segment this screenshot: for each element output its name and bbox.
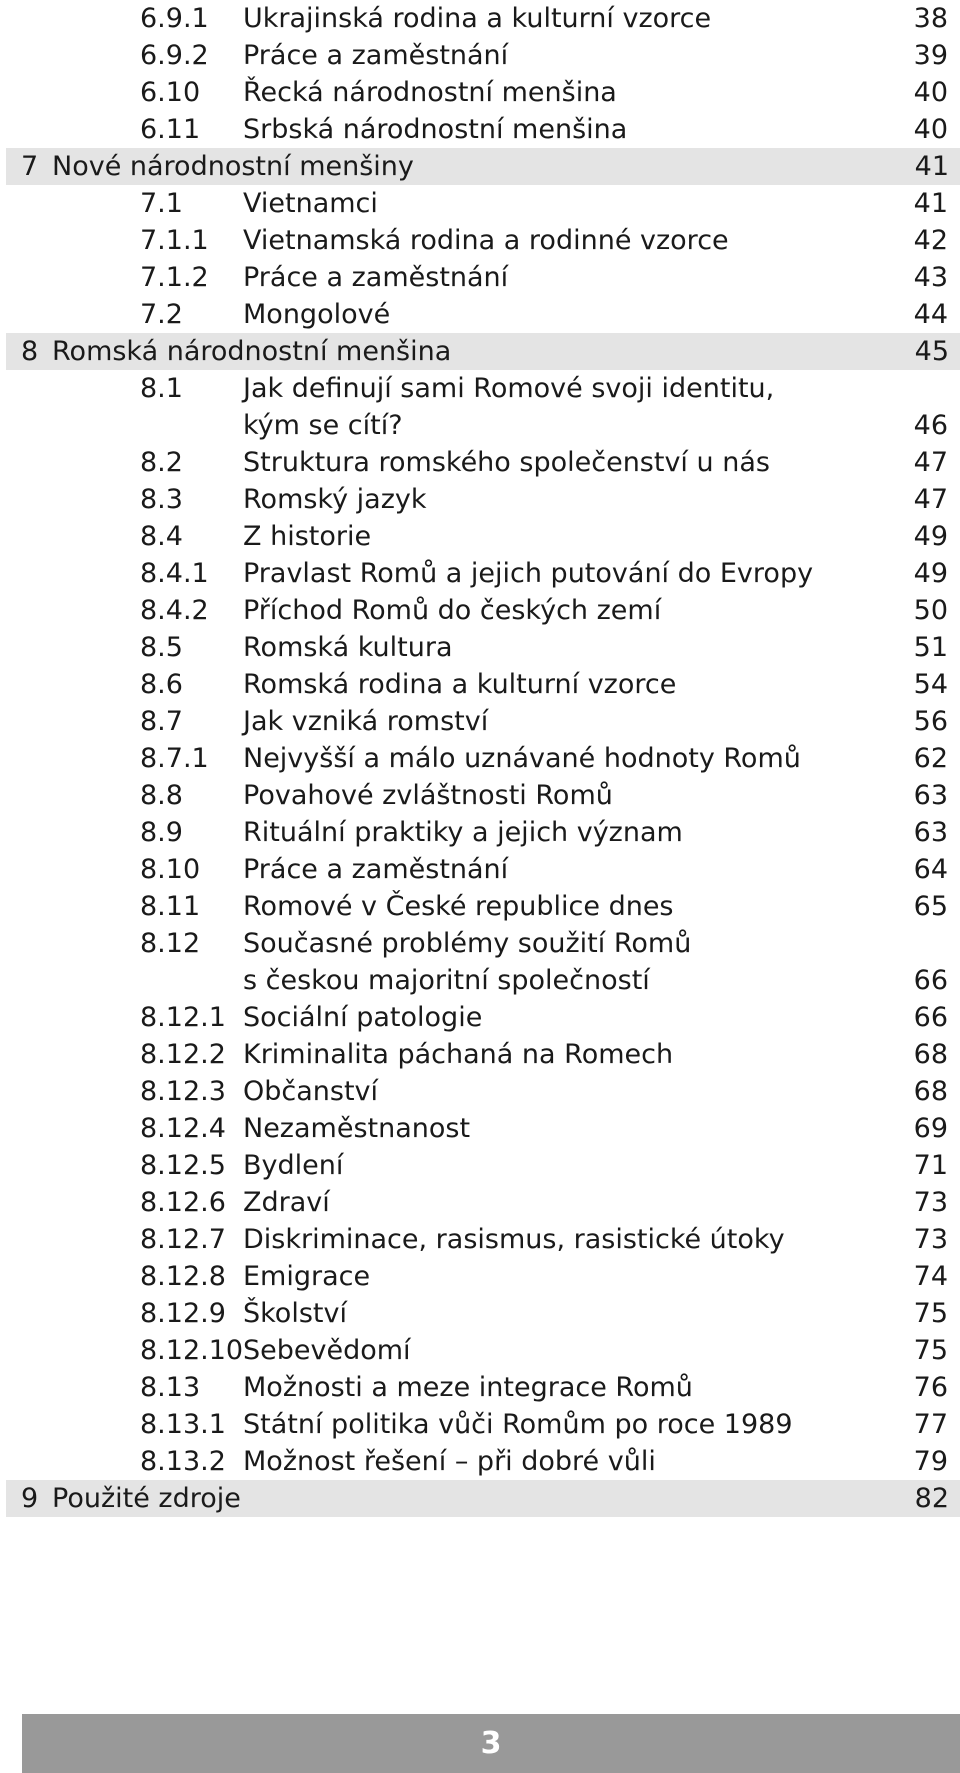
toc-chapter-title: Použité zdroje <box>52 1483 241 1514</box>
toc-entry[interactable] <box>0 1258 960 1295</box>
toc-entry-page: 66 <box>913 1002 948 1033</box>
toc-entry-number: 8.4.1 <box>140 558 209 589</box>
page-number: 3 <box>480 1726 502 1761</box>
toc-entry-page: 47 <box>913 484 948 515</box>
toc-entry-number: 8.9 <box>140 817 183 848</box>
toc-entry-number: 8.7.1 <box>140 743 209 774</box>
toc-entry[interactable] <box>0 814 960 851</box>
toc-entry-number: 8.13 <box>140 1372 201 1403</box>
toc-entry[interactable] <box>0 111 960 148</box>
toc-entry-title: Školství <box>243 1298 347 1329</box>
toc-entry-number: 6.9.1 <box>140 3 209 34</box>
toc-chapter[interactable] <box>6 148 960 185</box>
toc-entry-number: 8.1 <box>140 373 183 404</box>
toc-entry-page: 47 <box>913 447 948 478</box>
toc-entry[interactable] <box>0 481 960 518</box>
toc-entry-number: 8.12.1 <box>140 1002 226 1033</box>
toc-entry-page: 51 <box>913 632 948 663</box>
toc-entry-page: 79 <box>913 1446 948 1477</box>
toc-entry-title: Struktura romského společenství u nás <box>243 447 770 478</box>
toc-entry[interactable] <box>0 888 960 925</box>
toc-entry-number: 8.12.9 <box>140 1298 226 1329</box>
page-footer <box>22 1714 960 1773</box>
toc-entry-page: 68 <box>913 1076 948 1107</box>
toc-entry-page: 42 <box>913 225 948 256</box>
toc-entry-title: Jak vzniká romství <box>243 706 489 737</box>
toc-chapter-page: 45 <box>914 336 949 367</box>
toc-entry[interactable] <box>0 0 960 37</box>
toc-entry-number: 8.8 <box>140 780 183 811</box>
toc-entry-number: 8.12.7 <box>140 1224 226 1255</box>
toc-entry[interactable] <box>0 1295 960 1332</box>
toc-entry-title: Vietnamská rodina a rodinné vzorce <box>243 225 729 256</box>
toc-entry-title: Romská kultura <box>243 632 453 663</box>
toc-entry-title: Romská rodina a kulturní vzorce <box>243 669 677 700</box>
toc-entry[interactable] <box>0 777 960 814</box>
toc-entry-number: 8.2 <box>140 447 183 478</box>
toc-entry-page: 44 <box>913 299 948 330</box>
toc-entry-title <box>243 925 833 999</box>
toc-entry[interactable] <box>0 1073 960 1110</box>
toc-entry-title: Vietnamci <box>243 188 378 219</box>
toc-entry-title: Možnosti a meze integrace Romů <box>243 1372 693 1403</box>
toc-entry-title: Příchod Romů do českých zemí <box>243 595 662 626</box>
toc-entry[interactable] <box>0 925 960 999</box>
toc-entry-title: Rituální praktiky a jejich význam <box>243 817 683 848</box>
toc-entry-page: 66 <box>913 965 948 996</box>
toc-entry-page: 75 <box>913 1335 948 1366</box>
toc-entry-number: 7.1.1 <box>140 225 209 256</box>
toc-entry-page: 63 <box>913 817 948 848</box>
toc-entry-title: Mongolové <box>243 299 391 330</box>
toc-entry-title: Srbská národnostní menšina <box>243 114 628 145</box>
toc-entry-number: 8.3 <box>140 484 183 515</box>
toc-entry-number: 8.12.10 <box>140 1335 244 1366</box>
toc-entry[interactable] <box>0 592 960 629</box>
toc-entry-number: 8.10 <box>140 854 201 885</box>
toc-entry-title: Sociální patologie <box>243 1002 483 1033</box>
toc-entry-page: 68 <box>913 1039 948 1070</box>
toc-entry-page: 49 <box>913 521 948 552</box>
toc-entry-number: 7.1 <box>140 188 183 219</box>
toc-entry-page: 77 <box>913 1409 948 1440</box>
toc-entry[interactable] <box>0 37 960 74</box>
toc-entry[interactable] <box>0 222 960 259</box>
toc-entry-number: 6.9.2 <box>140 40 209 71</box>
toc-entry[interactable] <box>0 1221 960 1258</box>
toc-chapter-number: 9 <box>21 1483 39 1514</box>
toc-entry-number: 8.12.8 <box>140 1261 226 1292</box>
toc-entry-page: 75 <box>913 1298 948 1329</box>
toc-entry-number: 6.10 <box>140 77 201 108</box>
toc-entry-number: 8.11 <box>140 891 201 922</box>
toc-entry-number: 7.1.2 <box>140 262 209 293</box>
toc-entry-page: 69 <box>913 1113 948 1144</box>
toc-entry[interactable] <box>0 1184 960 1221</box>
toc-entry[interactable] <box>0 1110 960 1147</box>
toc-entry-title: Diskriminace, rasismus, rasistické útoky <box>243 1224 785 1255</box>
toc-entry-page: 50 <box>913 595 948 626</box>
toc-entry-page: 40 <box>913 77 948 108</box>
toc-entry-title: Státní politika vůči Romům po roce 1989 <box>243 1409 793 1440</box>
toc-entry-title: Možnost řešení – při dobré vůli <box>243 1446 656 1477</box>
toc-entry[interactable] <box>0 74 960 111</box>
toc-entry[interactable] <box>0 296 960 333</box>
toc-entry[interactable] <box>0 1147 960 1184</box>
toc-entry-number: 6.11 <box>140 114 201 145</box>
toc-entry-title: Nejvyšší a málo uznávané hodnoty Romů <box>243 743 801 774</box>
toc-entry-page: 56 <box>913 706 948 737</box>
toc-entry-page: 63 <box>913 780 948 811</box>
toc-entry-page: 65 <box>913 891 948 922</box>
toc-entry-title: Práce a zaměstnání <box>243 40 509 71</box>
toc-entry-page: 54 <box>913 669 948 700</box>
toc-entry-page: 40 <box>913 114 948 145</box>
toc-entry[interactable] <box>0 1369 960 1406</box>
toc-entry[interactable] <box>0 555 960 592</box>
toc-entry-title-line-2: kým se cítí? <box>243 410 403 441</box>
toc-entry-number: 8.4.2 <box>140 595 209 626</box>
toc-entry-number: 8.12.2 <box>140 1039 226 1070</box>
toc-entry-title: Romové v České republice dnes <box>243 891 674 922</box>
toc-entry-title: Zdraví <box>243 1187 330 1218</box>
toc-entry-title: Sebevědomí <box>243 1335 411 1366</box>
toc-entry-title: Práce a zaměstnání <box>243 854 509 885</box>
toc-entry-page: 74 <box>913 1261 948 1292</box>
toc-chapter[interactable] <box>6 1480 960 1517</box>
toc-entry-page: 39 <box>913 40 948 71</box>
toc-entry-title: Pravlast Romů a jejich putování do Evropy <box>243 558 814 589</box>
toc-entry-title: Nezaměstnanost <box>243 1113 471 1144</box>
toc-entry-title <box>243 370 833 444</box>
toc-entry-title: Z historie <box>243 521 372 552</box>
toc-entry-number: 8.5 <box>140 632 183 663</box>
toc-entry-page: 73 <box>913 1224 948 1255</box>
toc-entry[interactable] <box>0 185 960 222</box>
toc-entry[interactable] <box>0 999 960 1036</box>
toc-entry-title: Povahové zvláštnosti Romů <box>243 780 613 811</box>
toc-chapter[interactable] <box>6 333 960 370</box>
toc-entry-title-line-1: Jak definují sami Romové svoji identitu, <box>243 373 775 404</box>
toc-entry-title: Emigrace <box>243 1261 371 1292</box>
toc-entry[interactable] <box>0 1332 960 1369</box>
toc-entry-page: 76 <box>913 1372 948 1403</box>
toc-entry-title: Práce a zaměstnání <box>243 262 509 293</box>
toc-entry-title: Romský jazyk <box>243 484 427 515</box>
toc-entry[interactable] <box>0 518 960 555</box>
toc-entry-number: 8.6 <box>140 669 183 700</box>
toc-entry-title: Kriminalita páchaná na Romech <box>243 1039 674 1070</box>
toc-chapter-number: 8 <box>21 336 39 367</box>
toc-entry-number: 8.12.3 <box>140 1076 226 1107</box>
toc-chapter-page: 82 <box>914 1483 949 1514</box>
toc-entry-number: 8.12.6 <box>140 1187 226 1218</box>
toc-entry-number: 8.13.1 <box>140 1409 226 1440</box>
toc-chapter-title: Romská národnostní menšina <box>52 336 452 367</box>
toc-entry[interactable] <box>0 703 960 740</box>
toc-entry[interactable] <box>0 444 960 481</box>
toc-entry-number: 7.2 <box>140 299 183 330</box>
toc-entry-page: 73 <box>913 1187 948 1218</box>
toc-entry-title: Ukrajinská rodina a kulturní vzorce <box>243 3 712 34</box>
toc-entry-page: 38 <box>913 3 948 34</box>
toc-entry[interactable] <box>0 629 960 666</box>
toc-entry-number: 8.12 <box>140 928 201 959</box>
toc-entry-title-line-2: s českou majoritní společností <box>243 965 650 996</box>
toc-entry-number: 8.12.4 <box>140 1113 226 1144</box>
toc-entry-page: 43 <box>913 262 948 293</box>
toc-entry-title: Bydlení <box>243 1150 344 1181</box>
toc-entry-number: 8.13.2 <box>140 1446 226 1477</box>
toc-chapter-title: Nové národnostní menšiny <box>52 151 414 182</box>
toc-entry-page: 62 <box>913 743 948 774</box>
toc-entry-number: 8.12.5 <box>140 1150 226 1181</box>
toc-chapter-page: 41 <box>914 151 949 182</box>
toc-chapter-number: 7 <box>21 151 39 182</box>
toc-entry-title: Řecká národnostní menšina <box>243 77 617 108</box>
toc-entry[interactable] <box>0 259 960 296</box>
toc-entry[interactable] <box>0 370 960 444</box>
toc-entry[interactable] <box>0 666 960 703</box>
toc-entry-number: 8.4 <box>140 521 183 552</box>
toc-entry-title-line-1: Současné problémy soužití Romů <box>243 928 692 959</box>
toc-entry[interactable] <box>0 1406 960 1443</box>
toc-entry[interactable] <box>0 851 960 888</box>
toc-entry-page: 71 <box>913 1150 948 1181</box>
toc-entry-page: 41 <box>913 188 948 219</box>
toc-entry[interactable] <box>0 1036 960 1073</box>
toc-entry-page: 46 <box>913 410 948 441</box>
toc-entry-number: 8.7 <box>140 706 183 737</box>
toc-entry-title: Občanství <box>243 1076 379 1107</box>
toc-entry-page: 64 <box>913 854 948 885</box>
toc-entry[interactable] <box>0 1443 960 1480</box>
toc-entry[interactable] <box>0 740 960 777</box>
toc-entry-page: 49 <box>913 558 948 589</box>
